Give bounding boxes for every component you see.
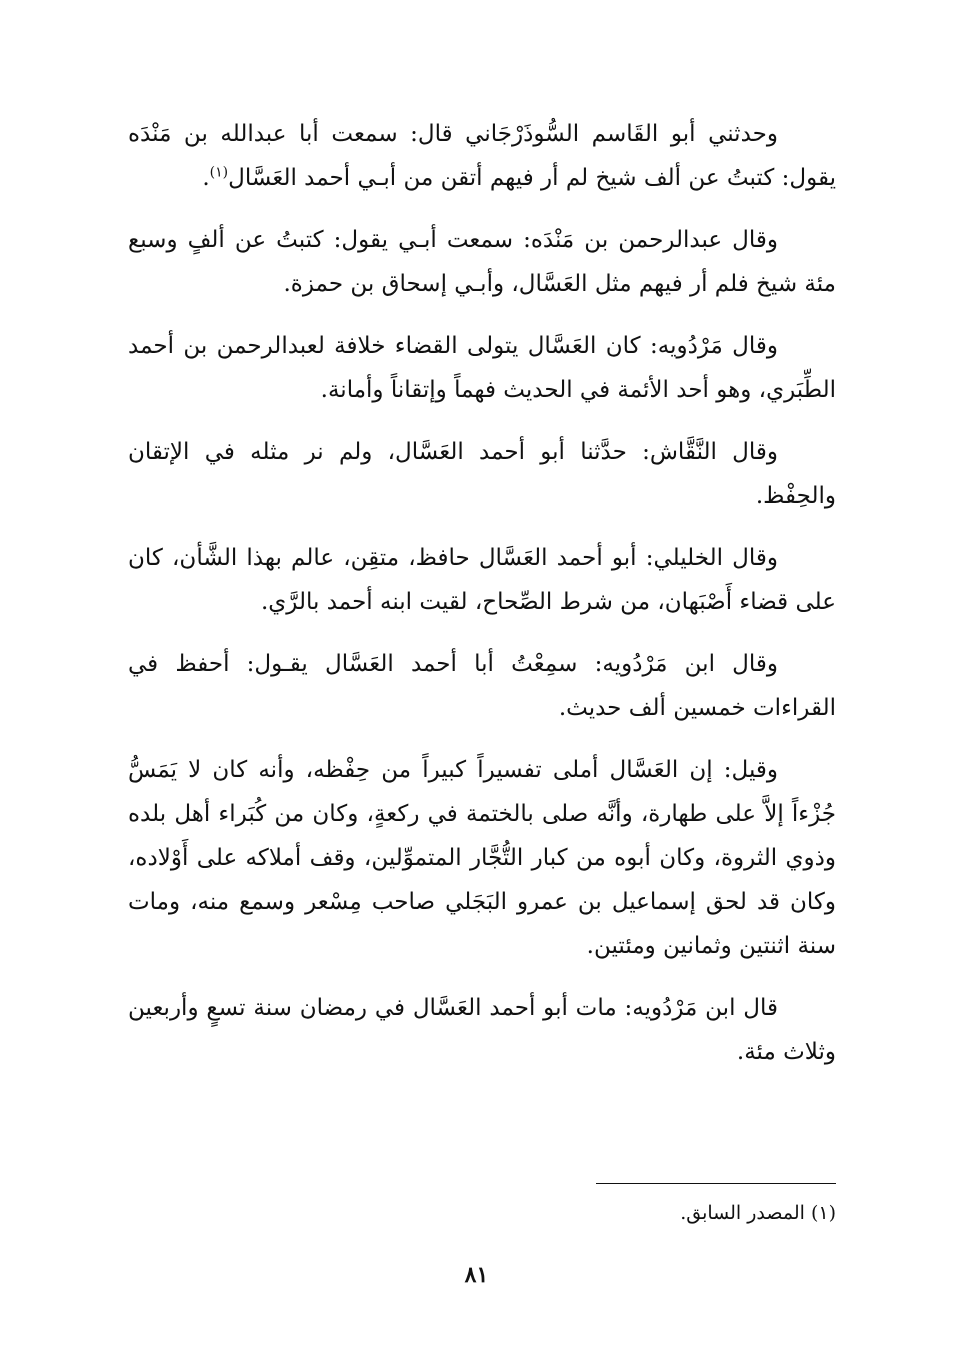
paragraph-4: وقال النَّقَّاش: حدَّثنا أبو أحمد العَسَّال، ولم نر مثله في الإتقان والحِفْظ.	[128, 439, 836, 509]
footnote-text: المصدر السابق.	[680, 1202, 805, 1224]
footnote	[500, 1198, 836, 1228]
paragraph-5: وقال الخليلي: أبو أحمد العَسَّال حافظ، متقِن، عالم بهذا الشَّأن، كان على قضاء أَصْبَهان، من شرط الصِّحاح، لقيت ابنه أحمد بالرَّي.	[128, 545, 836, 615]
main-text	[128, 112, 836, 1092]
paragraph-1-tail: .	[202, 165, 210, 191]
paragraph-3: وقال مَرْدُويه: كان العَسَّال يتولى القضاء خلافة لعبدالرحمن بن أحمد الطِّبَري، وهو أحد الأئمة في الحديث فهماً وإتقاناً وأمانة.	[128, 333, 836, 403]
paragraph-7: وقيل: إن العَسَّال أملى تفسيراً كبيراً من حِفْظه، وأنه كان لا يَمَسُّ جُزْءاً إلاَّ على طهارة، وأنَّه صلى بالختمة في ركعةٍ، وكان من كُبَراء أهل بلده وذوي الثروة، وكان أبوه من كبار التُّجَّار المتموِّلين، وقف أملاكه على أَوْلاده، وكان قد لحق إسماعيل بن عمرو البَجَلي صاحب مِسْعر وسمع منه، ومات سنة اثنتين وثمانين ومئتين.	[128, 757, 836, 959]
paragraph-8: قال ابن مَرْدُويه: مات أبو أحمد العَسَّال في رمضان سنة تسعٍ وأربعين وثلاث مئة.	[128, 995, 836, 1065]
footnote-marker: (١)	[810, 1202, 836, 1224]
footnote-divider	[596, 1183, 836, 1184]
paragraph-1	[128, 112, 836, 200]
page-number: ٨١	[464, 1262, 489, 1288]
paragraph-1-text: وحدثني أبو القَاسم السُّوذَرْجَاني قال: سمعت أبا عبدالله بن مَنْدَه يقول: كتبتُ عن ألف شيخ لم أر فيهم أتقن من أبـي أحمد العَسَّال	[128, 121, 836, 191]
paragraph-2: وقال عبدالرحمن بن مَنْدَه: سمعت أبـي يقول: كتبتُ عن ألفٍ وسبع مئة شيخ فلم أر فيهم مثل العَسَّال، وأبـي إسحاق بن حمزة.	[128, 227, 836, 297]
paragraph-6: وقال ابن مَرْدُويه: سمِعْتُ أبا أحمد العَسَّال يقـول: أحفظ في القراءات خمسين ألف حديث.	[128, 651, 836, 721]
footnote-marker-ref: (١)	[209, 164, 229, 181]
